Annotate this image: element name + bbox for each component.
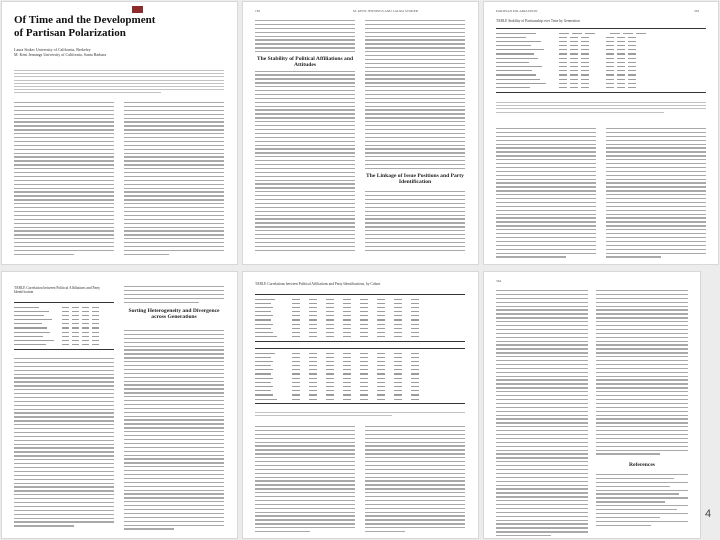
- data-table: [14, 302, 114, 350]
- abstract-text: [14, 70, 224, 96]
- table-notes: [255, 412, 465, 418]
- running-header-left: PARTISAN POLARIZATION: [496, 9, 538, 13]
- notes-column-right: [596, 290, 688, 457]
- body-column-right: [606, 128, 706, 260]
- table-caption: TABLE Stability of Partisanship over Time by Generation: [496, 19, 580, 23]
- data-table-bottom: [255, 348, 465, 404]
- page-5: [243, 272, 478, 538]
- article-title: Of Time and the Development of Partisan Polarization: [14, 14, 156, 39]
- running-header-left: 364: [496, 279, 502, 283]
- body-column-right: [124, 330, 224, 532]
- data-table-top: [255, 294, 465, 342]
- page-3: [484, 2, 718, 264]
- page-number: 4: [705, 508, 712, 520]
- running-header-right: M. KENT JENNINGS AND LAURA STOKER: [353, 9, 419, 13]
- body-column-left: [14, 102, 114, 258]
- body-column-left: [14, 358, 114, 529]
- body-column-right: [124, 102, 224, 258]
- table-notes: [496, 102, 706, 115]
- body-column-right: [365, 426, 465, 535]
- page-2: [243, 2, 478, 264]
- running-header-right: 363: [694, 9, 700, 13]
- data-table: [496, 28, 706, 93]
- body-column-right: [365, 20, 465, 253]
- section-heading: Sorting Heterogeneity and Divergence across Generations: [128, 308, 220, 321]
- page-1: [2, 2, 237, 264]
- section-heading-2: The Linkage of Issue Positions and Party Identification: [365, 170, 465, 189]
- author-block: Laura Stoker University of California, Berkeley M. Kent Jennings University of California, Santa Barbara: [14, 47, 107, 58]
- references-heading: References: [629, 462, 655, 468]
- body-column-right-top: [124, 286, 224, 305]
- table-caption: TABLE Correlation between Political Affiliations and Party Identification: [14, 286, 101, 295]
- bookmark-ribbon: [132, 6, 143, 13]
- page-6: [484, 272, 700, 538]
- references-list: [596, 474, 688, 528]
- page-4: [2, 272, 237, 538]
- body-column-left: [255, 426, 355, 535]
- notes-column-left: [496, 290, 588, 538]
- body-column-left: [496, 128, 596, 260]
- table-caption: TABLE Correlations between Political Affiliations and Party Identifications, by Cohort: [255, 282, 381, 286]
- running-header-left: 182: [255, 9, 261, 13]
- section-heading: The Stability of Political Affiliations and Attitudes: [255, 54, 355, 71]
